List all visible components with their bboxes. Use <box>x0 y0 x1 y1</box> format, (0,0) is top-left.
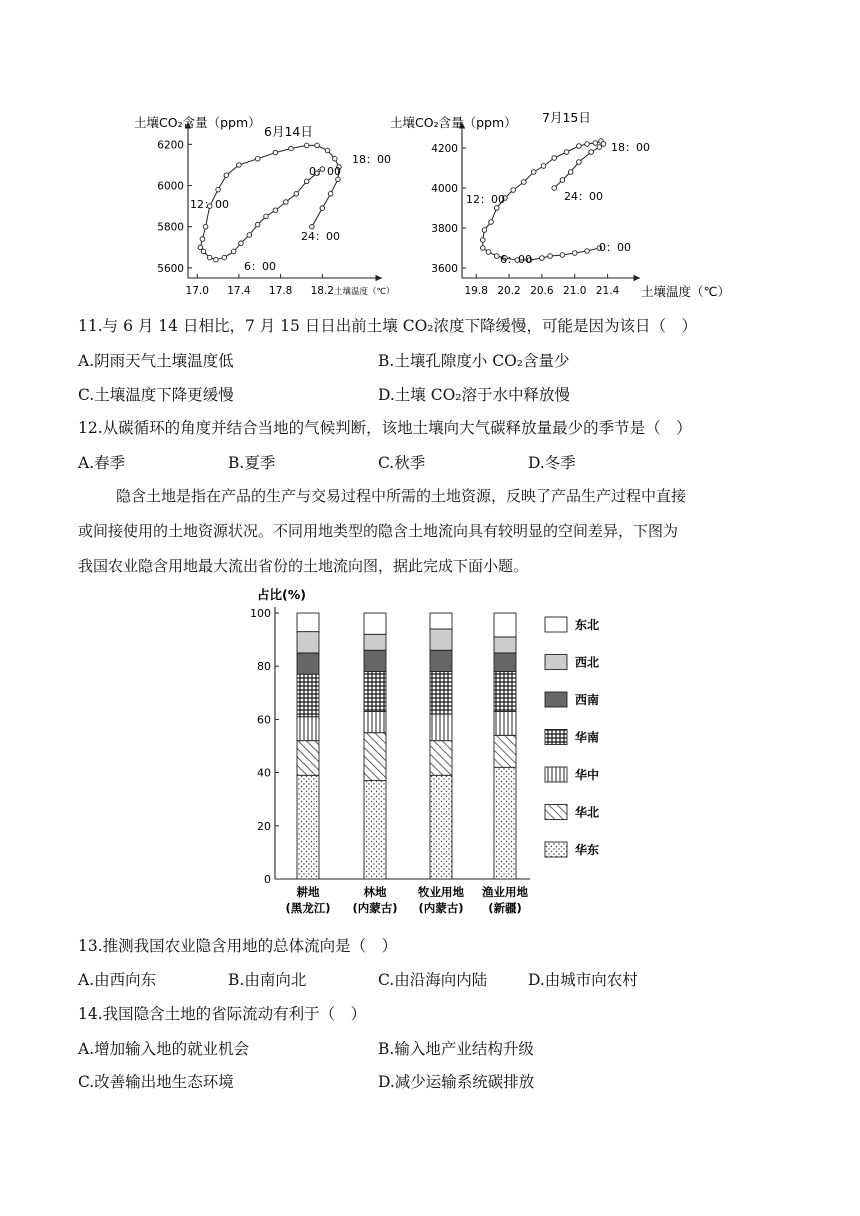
y-tick-label: 5600 <box>157 262 184 275</box>
bar-segment-华东 <box>430 775 452 879</box>
bar-segment-东北 <box>494 613 516 637</box>
bar-segment-华东 <box>494 767 516 879</box>
question-11-option-d[interactable]: D.土壤 CO₂溶于水中释放慢 <box>378 386 571 404</box>
data-point <box>247 233 252 238</box>
legend-swatch <box>545 805 567 820</box>
data-point <box>207 255 212 260</box>
question-14-option-c[interactable]: C.改善输出地生态环境 <box>78 1073 234 1091</box>
bar-segment-东北 <box>297 613 319 632</box>
bar-segment-华南 <box>364 672 386 712</box>
data-point <box>489 220 494 225</box>
bar-segment-西北 <box>297 632 319 653</box>
bar-chart-plot <box>250 587 599 915</box>
data-point <box>552 156 557 161</box>
data-point <box>601 142 606 147</box>
data-point <box>577 160 582 165</box>
data-point <box>231 249 236 254</box>
category-label: 林地 <box>363 885 387 899</box>
legend-label: 西南 <box>575 693 600 707</box>
legend-swatch <box>545 617 567 632</box>
data-point <box>589 150 594 155</box>
legend-label: 华南 <box>575 730 600 745</box>
question-13-option-d[interactable]: D.由城市向农村 <box>528 971 638 989</box>
bar-segment-华南 <box>430 672 452 715</box>
question-11-stem: 11.与 6 月 14 日相比，7 月 15 日日出前土壤 CO₂浓度下降缓慢，可能是因为该日（ ） <box>78 317 698 335</box>
data-point <box>294 191 299 196</box>
bar-segment-华北 <box>494 735 516 767</box>
question-11-option-c[interactable]: C.土壤温度下降更缓慢 <box>78 386 234 404</box>
category-sublabel: (内蒙古) <box>352 901 398 915</box>
data-point <box>560 178 565 183</box>
july15-xlabel: 土壤温度（℃） <box>641 284 731 299</box>
data-point <box>494 206 499 211</box>
time-annotation: 18：00 <box>352 153 391 166</box>
bar-segment-华北 <box>430 741 452 776</box>
bar-segment-华中 <box>494 711 516 735</box>
question-13-stem: 13.推测我国农业隐含用地的总体流向是（ ） <box>78 937 398 955</box>
legend-label: 华北 <box>575 805 600 820</box>
bar-segment-华北 <box>297 741 319 776</box>
passage-line-2: 或间接使用的土地资源状况。不同用地类型的隐含土地流向具有较明显的空间差异，下图为 <box>78 522 679 540</box>
time-annotation: 0：00 <box>599 241 631 254</box>
category-label: 渔业用地 <box>482 885 528 899</box>
time-annotation: 24：00 <box>564 190 603 203</box>
data-point <box>239 241 244 246</box>
data-point <box>564 150 569 155</box>
data-point <box>222 255 227 260</box>
question-14-stem: 14.我国隐含土地的省际流动有利于（ ） <box>78 1005 367 1023</box>
question-11-option-a[interactable]: A.阴雨天气土壤温度低 <box>78 352 234 370</box>
data-point <box>273 208 278 213</box>
question-14-option-b[interactable]: B.输入地产业结构升级 <box>378 1040 534 1058</box>
data-point <box>541 164 546 169</box>
bar-segment-华南 <box>494 672 516 712</box>
category-label: 牧业用地 <box>418 885 464 899</box>
question-12-stem: 12.从碳循环的角度并结合当地的气候判断，该地土壤向大气碳释放量最少的季节是（ ） <box>78 419 692 437</box>
y-tick-label: 3800 <box>431 223 458 235</box>
x-tick-label: 18.2 <box>310 285 334 297</box>
bar-segment-西北 <box>494 637 516 653</box>
y-tick-label: 20 <box>257 819 271 833</box>
legend-label: 华中 <box>575 768 600 782</box>
data-point <box>511 188 516 193</box>
category-sublabel: (内蒙古) <box>418 901 464 915</box>
y-tick-label: 3600 <box>431 263 458 275</box>
bar-segment-西南 <box>430 650 452 671</box>
y-tick-label: 0 <box>264 873 271 886</box>
category-sublabel: (新疆) <box>488 901 522 915</box>
data-point <box>224 173 229 178</box>
data-point <box>333 156 338 161</box>
data-point <box>585 249 590 254</box>
data-point <box>552 186 557 191</box>
question-13-option-a[interactable]: A.由西向东 <box>78 971 157 989</box>
data-point <box>482 228 487 233</box>
time-annotation: 0：00 <box>309 165 341 178</box>
y-tick-label: 4000 <box>431 183 458 195</box>
x-tick-label: 21.4 <box>595 285 620 297</box>
data-point <box>480 238 485 243</box>
x-tick-label: 17.4 <box>227 285 251 297</box>
y-tick-label: 80 <box>257 660 271 674</box>
legend-label: 东北 <box>575 618 600 632</box>
time-annotation: 12：00 <box>466 193 505 206</box>
data-point <box>560 253 565 258</box>
question-13-option-b[interactable]: B.由南向北 <box>228 971 307 989</box>
question-13-option-c[interactable]: C.由沿海向内陆 <box>378 971 488 989</box>
data-point <box>255 222 260 227</box>
bar-segment-东北 <box>364 613 386 634</box>
june14-ylabel: 土壤CO₂含量（ppm） <box>134 115 261 130</box>
bar-segment-华南 <box>297 674 319 717</box>
question-11-option-b[interactable]: B.土壤孔隙度小 CO₂含量少 <box>378 352 570 370</box>
legend-swatch <box>545 767 567 782</box>
data-point <box>304 179 309 184</box>
data-point <box>572 251 577 256</box>
implied-land-flow-chart <box>235 585 625 920</box>
bar-segment-华东 <box>297 775 319 879</box>
bar-segment-西北 <box>430 629 452 650</box>
co2-temperature-figure <box>120 100 740 305</box>
data-point <box>284 200 289 205</box>
question-12-option-d[interactable]: D.冬季 <box>528 454 576 472</box>
question-12-option-c[interactable]: C.秋季 <box>378 454 426 472</box>
question-12-option-b[interactable]: B.夏季 <box>228 454 276 472</box>
x-tick-label: 20.6 <box>530 285 554 297</box>
july15-co2-chart <box>390 110 730 299</box>
data-point <box>568 170 573 175</box>
data-point <box>304 143 309 148</box>
data-point <box>320 206 325 211</box>
data-point <box>597 145 602 150</box>
category-sublabel: (黑龙江) <box>285 901 331 915</box>
y-tick-label: 60 <box>257 713 271 727</box>
data-point <box>273 150 278 155</box>
time-annotation: 18：00 <box>611 141 650 154</box>
y-tick-label: 5800 <box>157 221 184 234</box>
x-tick-label: 17.8 <box>268 285 293 297</box>
data-point <box>522 180 527 185</box>
bar-segment-华北 <box>364 733 386 781</box>
data-point <box>531 170 536 175</box>
legend-swatch <box>545 655 567 670</box>
passage-line-1: 隐含土地是指在产品的生产与交易过程中所需的土地资源，反映了产品生产过程中直接 <box>116 487 687 505</box>
data-point <box>577 144 582 149</box>
data-point <box>214 257 219 262</box>
data-point <box>494 254 499 259</box>
data-point <box>200 237 205 242</box>
july15-ylabel: 土壤CO₂含量（ppm） <box>390 115 517 130</box>
data-point <box>264 214 269 219</box>
time-annotation: 24：00 <box>301 230 340 243</box>
legend-swatch <box>545 730 567 745</box>
data-point <box>585 142 590 147</box>
y-tick-label: 6000 <box>157 180 184 193</box>
data-point <box>315 143 320 148</box>
x-tick-label: 21.0 <box>563 285 587 297</box>
legend-label: 华东 <box>575 843 600 857</box>
passage <box>78 479 784 584</box>
data-point <box>328 191 333 196</box>
bar-segment-华东 <box>364 781 386 879</box>
category-label: 耕地 <box>296 885 320 899</box>
data-point <box>548 254 553 259</box>
data-point <box>203 224 208 229</box>
data-point <box>480 246 485 251</box>
data-point <box>325 148 330 153</box>
data-point <box>198 245 203 250</box>
bar-segment-西北 <box>364 634 386 650</box>
july15-title: 7月15日 <box>542 110 591 125</box>
y-tick-label: 6200 <box>157 139 184 152</box>
legend-swatch <box>545 692 567 707</box>
x-tick-label: 17.0 <box>185 285 209 297</box>
y-tick-label: 40 <box>257 766 271 780</box>
data-point <box>216 187 221 192</box>
bar-segment-华中 <box>364 711 386 732</box>
june14-title: 6月14日 <box>264 124 313 139</box>
data-point <box>201 249 206 254</box>
time-annotation: 6：00 <box>244 260 276 273</box>
time-annotation: 6：00 <box>500 253 532 266</box>
bar-chart-ylabel: 占比(%) <box>257 587 306 602</box>
bar-segment-华中 <box>430 714 452 741</box>
data-point <box>486 250 491 255</box>
question-12-option-a[interactable]: A.春季 <box>78 454 126 472</box>
bar-segment-东北 <box>430 613 452 629</box>
bar-segment-西南 <box>494 653 516 672</box>
bar-segment-西南 <box>364 650 386 671</box>
legend-swatch <box>545 842 567 857</box>
y-tick-label: 100 <box>250 607 271 620</box>
legend-label: 西北 <box>575 655 600 670</box>
question-14-option-d[interactable]: D.减少运输系统碳排放 <box>378 1073 535 1091</box>
x-tick-label: 20.2 <box>497 285 521 297</box>
passage-line-3: 我国农业隐含用地最大流出省份的土地流向图，据此完成下面小题。 <box>78 557 529 575</box>
data-point <box>310 224 315 229</box>
june14-xlabel: 土壤温度（℃） <box>334 287 395 297</box>
data-point <box>237 163 242 168</box>
data-point <box>540 256 545 261</box>
y-tick-label: 4200 <box>431 143 458 155</box>
bar-segment-西南 <box>297 653 319 674</box>
bar-segment-华中 <box>297 717 319 741</box>
data-point <box>289 146 294 151</box>
data-point <box>255 156 260 161</box>
time-annotation: 12：00 <box>190 198 229 211</box>
x-tick-label: 19.8 <box>464 285 488 297</box>
question-14-option-a[interactable]: A.增加输入地的就业机会 <box>78 1040 250 1058</box>
data-point <box>593 141 598 146</box>
june14-co2-chart <box>134 115 395 297</box>
